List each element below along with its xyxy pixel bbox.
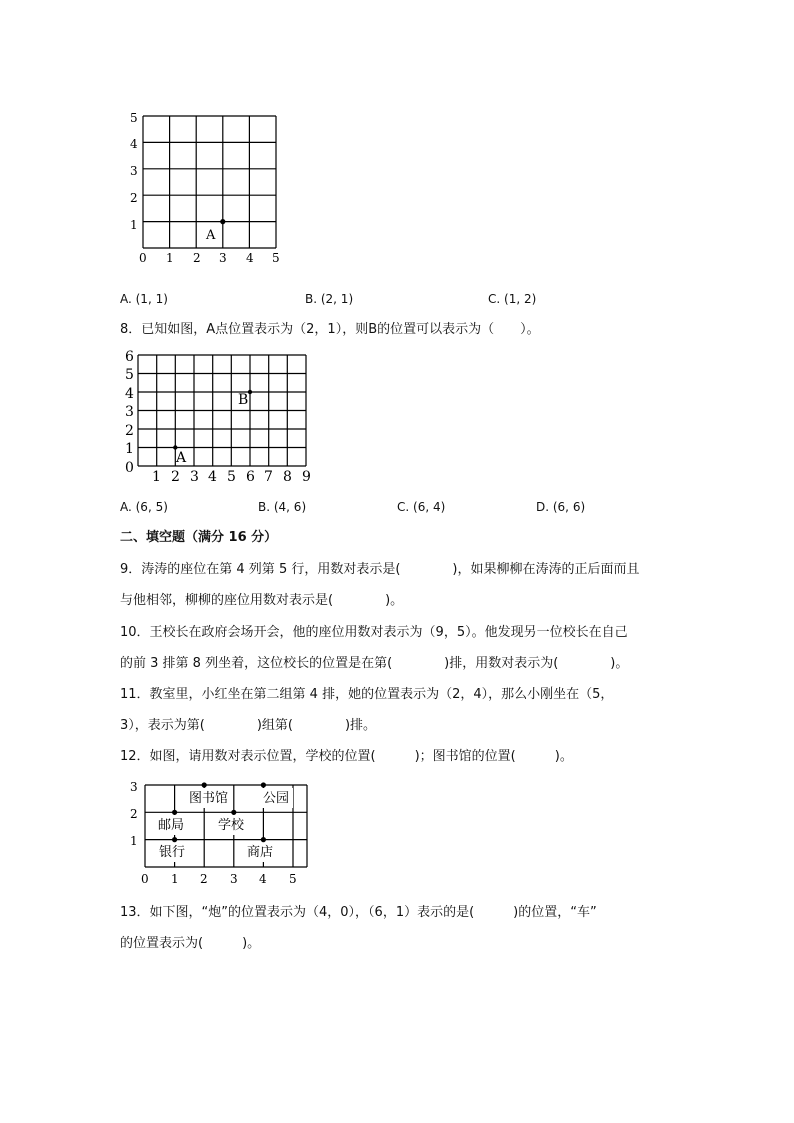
- q8-y-tick: 5: [125, 367, 134, 383]
- q7-x-tick: 5: [272, 251, 280, 265]
- q8-x-tick: 5: [227, 469, 236, 485]
- q12-bank-point: [172, 837, 177, 842]
- q7-point-a-label: A: [206, 228, 216, 243]
- q11-line-2: 3），表示为第( )组第( )排。: [120, 718, 377, 733]
- q12-school-point: [231, 810, 236, 815]
- q7-x-tick: 2: [193, 251, 201, 265]
- q12-question: 12．如图，请用数对表示位置，学校的位置( )；图书馆的位置( )。: [120, 749, 573, 764]
- q8-y-tick: 1: [125, 441, 134, 457]
- q12-school-label: 学校: [218, 818, 245, 833]
- q7-option-c[interactable]: C. (1, 2): [488, 292, 537, 306]
- q7-x-tick: 1: [166, 251, 174, 265]
- q8-y-tick: 6: [125, 349, 134, 365]
- q8-x-tick: 1: [152, 469, 161, 485]
- q9-line-1: 9．涛涛的座位在第 4 列第 5 行，用数对表示是( )，如果柳柳在涛涛的正后面而且: [120, 562, 640, 577]
- q7-y-tick: 3: [130, 164, 138, 178]
- q12-x-tick: 2: [200, 872, 208, 886]
- q12-library-label: 图书馆: [189, 791, 229, 806]
- q12-shop-label: 商店: [247, 845, 274, 860]
- q7-option-a[interactable]: A. (1, 1): [120, 292, 168, 306]
- q12-x-tick: 1: [171, 872, 179, 886]
- q7-x-tick: 4: [246, 251, 254, 265]
- q8-point-b-label: B: [238, 392, 249, 408]
- q12-x-tick: 5: [289, 872, 297, 886]
- q9-line-2: 与他相邻，柳柳的座位用数对表示是( )。: [120, 593, 404, 608]
- q12-y-tick: 1: [130, 834, 138, 848]
- q7-x-tick: 0: [139, 251, 147, 265]
- q12-park-label: 公园: [263, 791, 290, 806]
- q7-y-tick: 5: [130, 111, 138, 125]
- q7-y-tick: 2: [130, 191, 138, 205]
- q12-y-tick: 3: [130, 780, 138, 794]
- q8-x-tick: 3: [190, 469, 199, 485]
- q7-y-tick: 1: [130, 218, 138, 232]
- q8-y-tick: 2: [125, 423, 134, 439]
- q8-point-b: [248, 390, 252, 394]
- q8-x-tick: 2: [171, 469, 180, 485]
- q8-option-d[interactable]: D. (6, 6): [536, 500, 586, 514]
- q12-post-office-point: [172, 810, 177, 815]
- q12-library-point: [202, 782, 207, 787]
- q8-option-c[interactable]: C. (6, 4): [397, 500, 446, 514]
- q7-option-b[interactable]: B. (2, 1): [305, 292, 354, 306]
- q8-point-a-label: A: [176, 450, 187, 466]
- q8-y-tick: 0: [125, 460, 134, 476]
- q12-x-tick: 3: [230, 872, 238, 886]
- q8-question: 8．已知如图，A点位置表示为（2，1），则B的位置可以表示为（ ）。: [120, 322, 540, 337]
- q7-y-tick: 4: [130, 137, 138, 151]
- q7-grid-figure: [125, 108, 290, 268]
- q12-y-tick: 2: [130, 807, 138, 821]
- q12-post-office-label: 邮局: [158, 818, 185, 833]
- q12-bank-label: 银行: [159, 845, 186, 860]
- q7-point-a: [220, 219, 225, 224]
- q10-line-2: 的前 3 排第 8 列坐着，这位校长的位置是在第( )排，用数对表示为( )。: [120, 656, 629, 671]
- q7-x-tick: 3: [219, 251, 227, 265]
- q12-park-point: [261, 782, 266, 787]
- q8-x-tick: 8: [283, 469, 292, 485]
- q8-x-tick: 4: [208, 469, 217, 485]
- q8-option-a[interactable]: A. (6, 5): [120, 500, 168, 514]
- q13-line-1: 13．如下图，“炮”的位置表示为（4，0），（6，1）表示的是( )的位置，“车”: [120, 905, 597, 920]
- q12-map-figure: [125, 773, 315, 891]
- q8-x-tick: 7: [264, 469, 273, 485]
- q8-grid-figure: [118, 346, 318, 488]
- q13-line-2: 的位置表示为( )。: [120, 936, 261, 951]
- q8-y-tick: 3: [125, 404, 134, 420]
- q8-x-tick: 6: [246, 469, 255, 485]
- q8-option-b[interactable]: B. (4, 6): [258, 500, 307, 514]
- q12-x-tick: 4: [259, 872, 267, 886]
- q12-shop-point: [261, 837, 266, 842]
- q10-line-1: 10．王校长在政府会场开会，他的座位用数对表示为（9，5）。他发现另一位校长在自己: [120, 625, 628, 640]
- q8-y-tick: 4: [125, 386, 134, 402]
- q8-x-tick: 9: [302, 469, 311, 485]
- q8-grid-lines: [138, 355, 306, 466]
- section-heading: 二、填空题（满分 16 分）: [120, 530, 278, 545]
- q11-line-1: 11．教室里，小红坐在第二组第 4 排，她的位置表示为（2，4），那么小刚坐在（5，: [120, 687, 614, 702]
- q12-x-tick: 0: [141, 872, 149, 886]
